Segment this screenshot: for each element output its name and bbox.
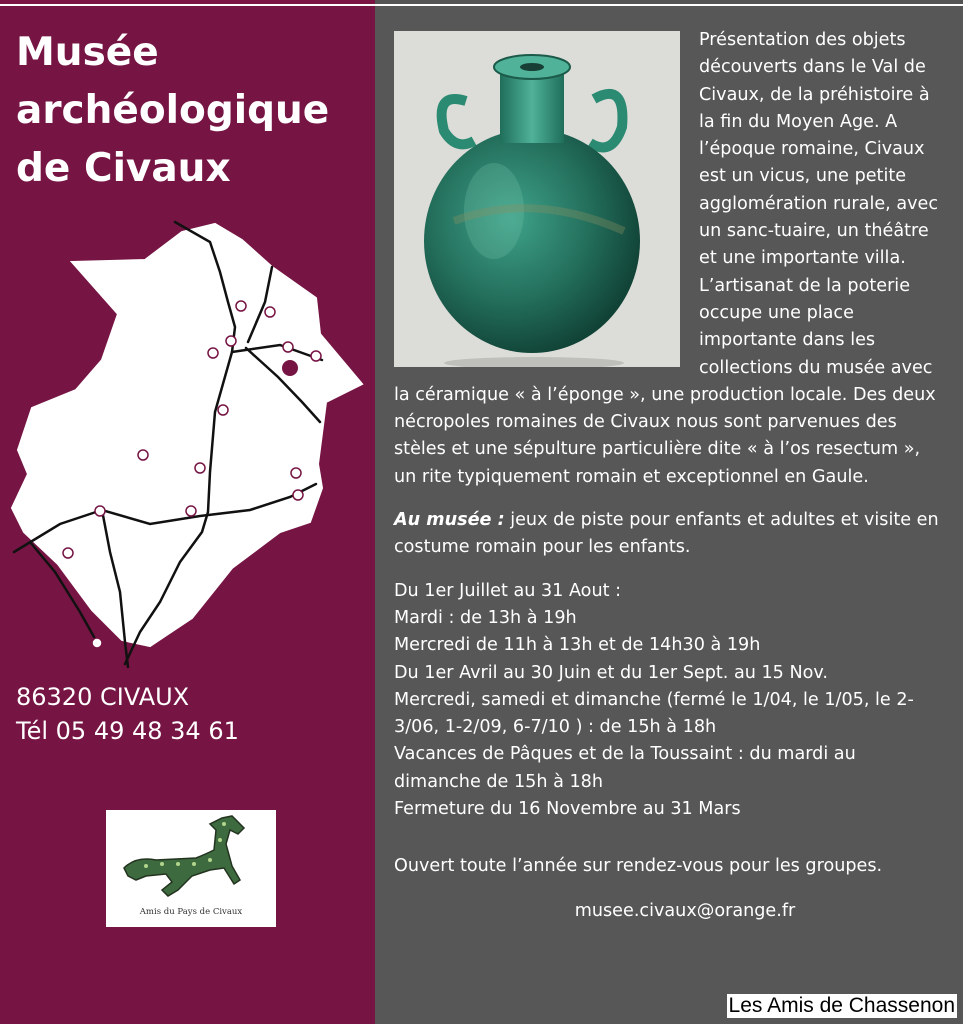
schedule-line: Mercredi de 11h à 13h et de 14h30 à 19h — [394, 635, 761, 656]
group-visits: Ouvert toute l’année sur rendez-vous pour les groupes. — [394, 856, 883, 877]
address-block — [16, 680, 239, 748]
schedule-line: Fermeture du 16 Novembre au 31 Mars — [394, 799, 741, 820]
horse-fibula-icon — [106, 810, 276, 910]
schedule-line: Du 1er Avril au 30 Juin et du 1er Sept. au 15 Nov. — [394, 662, 829, 683]
activities-label: Au musée : — [394, 510, 505, 531]
schedule-line: Mercredi, samedi et dimanche (fermé le 1/04, le 1/05, le 2-3/06, 1-2/09, 6-7/10 ) : de 15h à 18h — [394, 689, 914, 738]
logo-caption: Amis du Pays de Civaux — [139, 907, 243, 917]
museum-info — [394, 27, 946, 925]
title-line-1: Musée — [16, 30, 159, 75]
schedule-line: Mardi : de 13h à 19h — [394, 607, 577, 628]
title-line-2: archéologique — [16, 88, 330, 133]
map-icon — [10, 212, 370, 672]
area-map — [10, 212, 370, 672]
credit-text: Les Amis de Chassenon — [728, 994, 955, 1017]
schedule-line: Vacances de Pâques et de la Toussaint : du mardi au dimanche de 15h à 18h — [394, 744, 856, 792]
title-line-3: de Civaux — [16, 146, 231, 191]
opening-hours — [394, 578, 946, 824]
schedule-line: Du 1er Juillet au 31 Aout : — [394, 580, 622, 601]
phone-number: Tél 05 49 48 34 61 — [16, 717, 239, 745]
museum-title — [16, 24, 366, 198]
activities — [394, 507, 946, 562]
museum-description: Présentation des objets découverts dans le Val de Civaux, de la préhistoire à la fin du Moyen Age. A l’époque romaine, Civaux est un vicus, une petite agglomération rurale, avec un sanc-tuaire, un théâtre et une importante villa. L’artisanat de la poterie occupe une place importante dans les collections du musée avec la céramique « à l’éponge », une production locale. Des deux nécropoles romaines de Civaux nous sont parvenues des stèles et une sépulture particulière dite « à l’os resectum », un rite typiquement romain et exceptionnel en Gaule. — [394, 30, 939, 487]
email-link[interactable]: musee.civaux@orange.fr — [574, 900, 796, 921]
activities-text: jeux de piste pour enfants et adultes et visite en costume romain pour les enfants. — [394, 510, 939, 558]
postal-address: 86320 CIVAUX — [16, 683, 190, 711]
association-logo — [106, 810, 276, 927]
